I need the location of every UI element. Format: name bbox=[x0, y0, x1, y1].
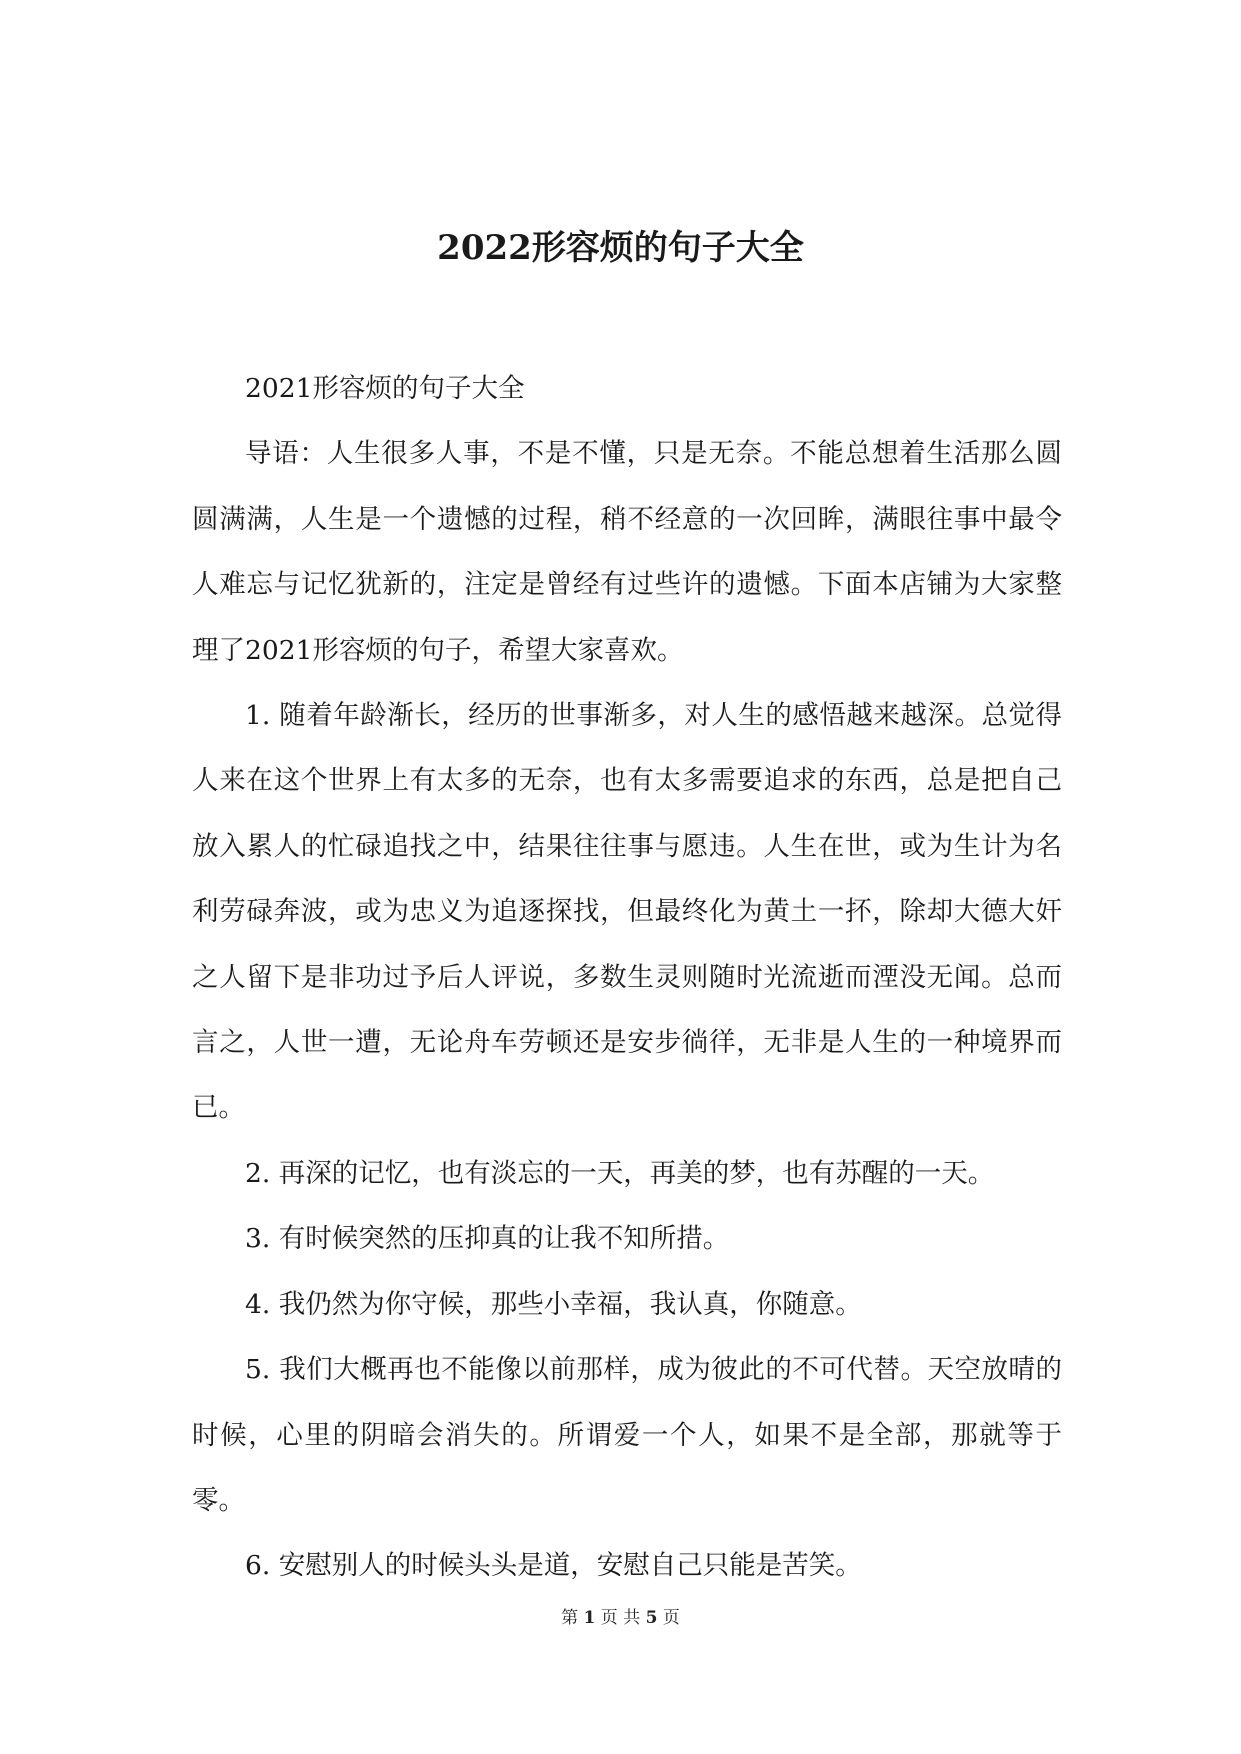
paragraph-item-2: 2. 再深的记忆，也有淡忘的一天，再美的梦，也有苏醒的一天。 bbox=[245, 1157, 995, 1189]
paragraph-item-4: 4. 我仍然为你守候，那些小幸福，我认真，你随意。 bbox=[245, 1288, 862, 1320]
document-title: 2022形容烦的句子大全 bbox=[437, 228, 804, 268]
paragraph-item-3: 3. 有时候突然的压抑真的让我不知所措。 bbox=[245, 1223, 730, 1255]
footer-current-page: 1 bbox=[583, 1608, 596, 1628]
document-body bbox=[192, 356, 1062, 1599]
paragraph-item-6: 6. 安慰别人的时候头头是道，安慰自己只能是苦笑。 bbox=[245, 1550, 862, 1582]
page-footer bbox=[0, 1606, 1241, 1630]
footer-prefix: 第 bbox=[561, 1608, 579, 1628]
paragraph-item-5: 5. 我们大概再也不能像以前那样，成为彼此的不可代替。天空放晴的时候，心里的阴暗会消失的。所谓爱一个人，如果不是全部，那就等于零。 bbox=[192, 1354, 1062, 1516]
footer-middle: 页 共 bbox=[600, 1608, 641, 1628]
paragraph-intro: 导语：人生很多人事，不是不懂，只是无奈。不能总想着生活那么圆圆满满，人生是一个遗憾的过程，稍不经意的一次回眸，满眼往事中最令人难忘与记忆犹新的，注定是曾经有过些许的遗憾。下面本店铺为大家整理了2021形容烦的句子，希望大家喜欢。 bbox=[192, 438, 1062, 666]
footer-total-pages: 5 bbox=[645, 1608, 658, 1628]
paragraph-subtitle: 2021形容烦的句子大全 bbox=[245, 373, 525, 404]
paragraph-item-1: 1. 随着年龄渐长，经历的世事渐多，对人生的感悟越来越深。总觉得人来在这个世界上有太多的无奈，也有太多需要追求的东西，总是把自己放入累人的忙碌追找之中，结果往往事与愿违。人生在世，或为生计为名利劳碌奔波，或为忠义为追逐探找，但最终化为黄土一抔，除却大德大奸之人留下是非功过予后人评说，多数生灵则随时光流逝而湮没无闻。总而言之，人世一遭，无论舟车劳顿还是安步徜徉，无非是人生的一种境界而已。 bbox=[192, 700, 1062, 1124]
footer-suffix: 页 bbox=[662, 1608, 680, 1628]
